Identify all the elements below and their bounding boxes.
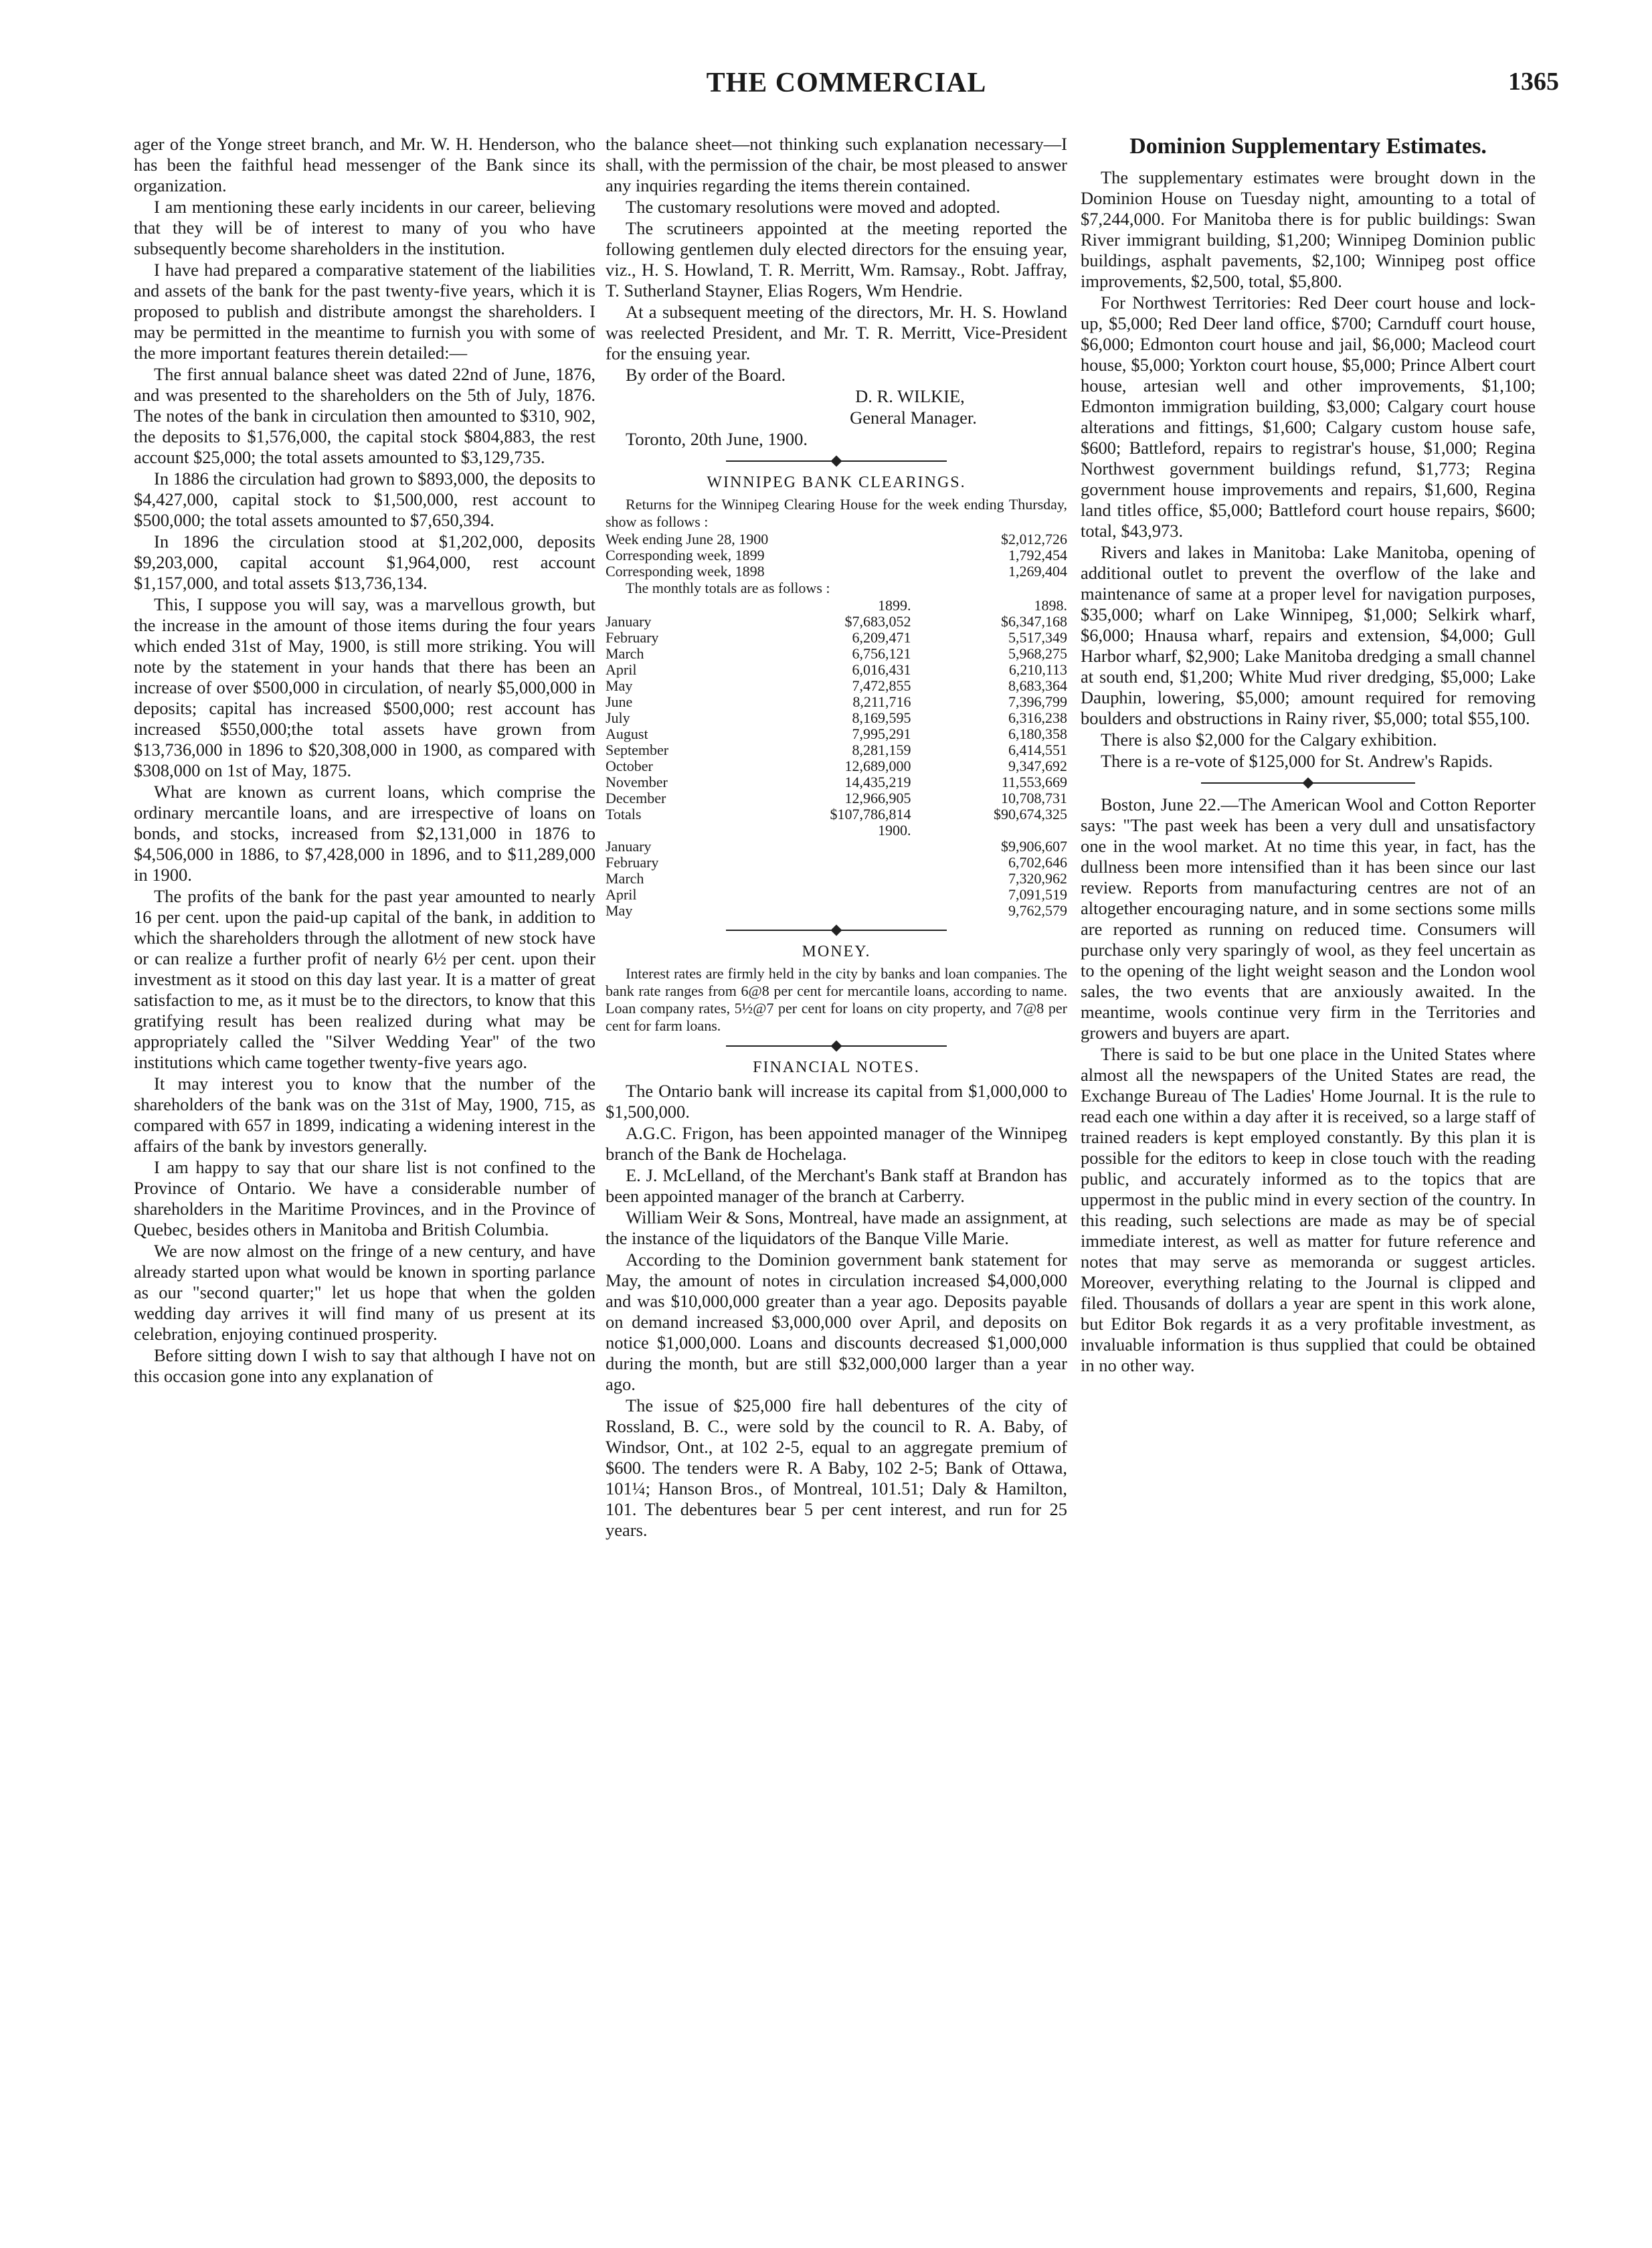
table-cell: April (606, 661, 637, 678)
table-row (606, 758, 1067, 774)
table-cell: 6,016,431 (852, 661, 911, 678)
totals-row (606, 806, 1067, 823)
table-row (606, 871, 1067, 887)
table-row (606, 564, 1067, 580)
table-row (606, 710, 1067, 726)
article-paragraph: There is also $2,000 for the Calgary exhibition. (1101, 729, 1437, 750)
table-cell: 6,316,238 (1008, 709, 1067, 726)
article-paragraph: By order of the Board. (626, 365, 786, 385)
table-row (606, 614, 1067, 630)
table-cell: October (606, 758, 653, 774)
clearings-heading: WINNIPEG BANK CLEARINGS. (707, 474, 966, 491)
table-cell: 8,683,364 (1008, 677, 1067, 694)
article-heading: Dominion Supplementary Estimates. (1129, 134, 1487, 159)
table-cell: $107,786,814 (830, 806, 911, 823)
section-divider (606, 923, 1067, 938)
table-row (606, 839, 1067, 855)
table-cell: 6,180,358 (1008, 725, 1067, 742)
article-paragraph: For Northwest Territories: Red Deer court house and lock-up, $5,000; Red Deer land office, $700; Carnduff court house, $6,000; Edmonton court house and jail, $6,000; Macleod court house, $5,000; Yorkton court house, $5,000; Prince Albert court house, artesian well and other improvements, $1,100; Edmonton immigration building, $3,000; Calgary court house alterations and fittings, $1,600; Calgary custom house safe, $600; Battleford, repairs to registrar's house, $1,000; Regina Northwest government buildings refund, $1,773; Regina government house improvements and repairs, $1,600, Regina land titles office, $5,000; Battleford court house repairs, $600; total, $43,973. (1081, 292, 1536, 541)
table-cell: Corresponding week, 1898 (606, 563, 765, 580)
table-row (606, 726, 1067, 742)
table-cell: 14,435,219 (844, 774, 911, 790)
table-cell: 6,756,121 (852, 645, 911, 662)
table-cell: February (606, 629, 659, 646)
article-paragraph: The customary resolutions were moved and adopted. (626, 197, 1001, 217)
table-row (606, 855, 1067, 871)
table-cell: 8,281,159 (852, 742, 911, 758)
article-paragraph: In 1886 the circulation had grown to $893,000, the deposits to $4,427,000, capital stock to $1,500,000, rest account to $500,000; the total assets amounted to $7,650,394. (134, 468, 595, 530)
table-cell: 8,169,595 (852, 709, 911, 726)
year-header: 1900. (878, 822, 911, 839)
table-cell: $7,683,052 (844, 613, 911, 630)
table-row (606, 630, 1067, 646)
dateline: Toronto, 20th June, 1900. (626, 429, 808, 449)
table-cell: March (606, 645, 644, 662)
article-paragraph: It may interest you to know that the number of the shareholders of the bank was on the 31st of May, 1900, 715, as compared with 657 in 1899, indicating a widening interest in the affairs of the bank by investors generally. (134, 1073, 595, 1156)
table-cell: 6,210,113 (1008, 661, 1067, 678)
table-cell: 1,792,454 (1008, 547, 1067, 564)
table-cell: November (606, 774, 668, 790)
table-cell: 9,347,692 (1008, 758, 1067, 774)
article-paragraph: This, I suppose you will say, was a marvellous growth, but the increase in the amount of those items during the four years which ended 31st of May, 1900, is still more striking. You will note by the statement in your hands that there has been an increase of over $500,000 in circulation, of nearly $5,000,000 in deposits; capital has increased $500,000; rest account has increased $550,000;the total assets have grown from $13,736,000 in 1896 to $20,308,000 in 1900, as compared with $308,000 on 1st of May, 1875. (134, 594, 595, 780)
column-3 (1081, 134, 1536, 1377)
article-paragraph: Before sitting down I wish to say that although I have not on this occasion gone into any explanation of (134, 1345, 595, 1386)
table-cell: September (606, 742, 669, 758)
table-cell: July (606, 709, 630, 726)
table-row (606, 547, 1067, 564)
year-header: 1899. (878, 597, 911, 614)
article-paragraph: According to the Dominion government bank statement for May, the amount of notes in circulation increased $4,000,000 and was $10,000,000 greater than a year ago. Deposits payable on demand increased $3,000,000 over April, and deposits on notice $1,000,000. Loans and discounts decreased $1,000,000 during the month, but are still $32,000,000 larger than a year ago. (606, 1249, 1067, 1394)
article-paragraph: We are now almost on the fringe of a new century, and have already started upon what would be known in sporting parlance as our "second quarter;" let us hope that when the golden wedding day arrives it will find many of us present at its celebration, enjoying continued prosperity. (134, 1241, 595, 1344)
table-header-row (606, 598, 1067, 614)
table-row (606, 742, 1067, 758)
table-cell: Week ending June 28, 1900 (606, 531, 769, 547)
table-cell: 9,762,579 (1008, 902, 1067, 919)
table-cell: June (606, 693, 633, 710)
table-cell: 12,966,905 (844, 790, 911, 806)
monthly-intro: The monthly totals are as follows : (626, 580, 830, 596)
article-paragraph: What are known as current loans, which comprise the ordinary mercantile loans, and are irrespective of loans on bonds, and stocks, increased from $2,131,000 in 1876 to $4,506,000 in 1886, to $7,428,000 in 1896, and to $11,289,000 in 1900. (134, 782, 595, 885)
signature-title: General Manager. (850, 408, 977, 428)
article-paragraph: At a subsequent meeting of the directors, Mr. H. S. Howland was reelected President, and Mr. T. R. Merritt, Vice-President for the ensuing year. (606, 302, 1067, 363)
table-cell: May (606, 902, 633, 919)
table-row (606, 646, 1067, 662)
table-cell: 5,968,275 (1008, 645, 1067, 662)
table-cell: 11,553,669 (1001, 774, 1067, 790)
section-divider (606, 1039, 1067, 1053)
table-row (606, 694, 1067, 710)
column-2 (606, 134, 1067, 1541)
year-header: 1898. (1034, 597, 1067, 614)
table-cell: February (606, 854, 659, 871)
table-cell: December (606, 790, 666, 806)
article-paragraph: The issue of $25,000 fire hall debentures of the city of Rossland, B. C., were sold by the council to R. A. Baby, of Windsor, Ont., at 102 2-5, equal to an aggregate premium of $600. The tenders were R. A Baby, 102 2-5; Bank of Ottawa, 101¼; Hanson Bros., of Montreal, 101.51; Daly & Hamilton, 101. The debentures bear 5 per cent interest, and run for 25 years. (606, 1395, 1067, 1540)
article-paragraph: There is said to be but one place in the United States where almost all the newspapers of the United States are read, the Exchange Bureau of The Ladies' Home Journal. It is the rule to read each one within a day after it is received, so a large staff of trained readers is kept employed constantly. By this plan it is possible for the editors to keep in close touch with the reading public, and accurately informed as to the topics that are uppermost in the public mind in every section of the country. In this reading, such selections are made as may be of special immediate interest, as well as matter for future reference and notes that may serve as memoranda or suggest articles. Moreover, everything relating to the Journal is clipped and filed. Thousands of dollars a year are spent in this work alone, but Editor Bok regards it as a very profitable investment, as invaluable information is thus supplied that could be obtained in no other way. (1081, 1044, 1536, 1375)
article-paragraph: The scrutineers appointed at the meeting reported the following gentlemen duly elected directors for the ensuing year, viz., H. S. Howland, T. R. Merritt, Wm. Ramsay., Robt. Jaffray, T. Sutherland Stayner, Elias Rogers, Wm Hendrie. (606, 218, 1067, 300)
table-cell: March (606, 870, 644, 887)
table-cell: 8,211,716 (852, 693, 911, 710)
table-cell (911, 823, 1067, 839)
table-cell: $2,012,726 (1001, 531, 1067, 547)
table-cell: January (606, 838, 652, 855)
money-text: Interest rates are firmly held in the city by banks and loan companies. The bank rate ranges from 6@8 per cent for mercantile loans, according to name. Loan company rates, 5½@7 per cent for loans on city property, and 7@8 per cent for farm loans. (606, 965, 1067, 1034)
table-cell: Corresponding week, 1899 (606, 547, 765, 564)
table-cell: 1,269,404 (1008, 563, 1067, 580)
table-row (606, 887, 1067, 903)
table-cell: 12,689,000 (844, 758, 911, 774)
article-paragraph: The profits of the bank for the past year amounted to nearly 16 per cent. upon the paid-up capital of the bank, in addition to which the shareholders through the allotment of new stock have or can realize a further profit of nearly 6½ per cent. upon their investment as it stood on this day last year. It is a matter of great satisfaction to me, as it must be to the directors, to know that this gratifying result has been realized during what may be appropriately called the "Silver Wedding Year" of the two institutions which came together twenty-five years ago. (134, 886, 595, 1072)
section-divider (1081, 776, 1536, 790)
table-cell: 7,472,855 (852, 677, 911, 694)
article-paragraph: the balance sheet—not thinking such explanation necessary—I shall, with the permission of the chair, be most pleased to answer any inquiries regarding the items therein contained. (606, 134, 1067, 195)
table-row (606, 662, 1067, 678)
table-cell: August (606, 725, 648, 742)
table-cell: 10,708,731 (1001, 790, 1067, 806)
article-paragraph: In 1896 the circulation stood at $1,202,000, deposits $9,203,000, capital account $1,964,000, rest account $1,157,000, and total assets $13,736,134. (134, 531, 595, 593)
page-number: 1365 (1508, 68, 1559, 96)
table-cell: $9,906,607 (1001, 838, 1067, 855)
article-paragraph: I am happy to say that our share list is not confined to the Province of Ontario. We have a considerable number of shareholders in the Maritime Provinces, and in the Province of Quebec, besides others in Manitoba and British Columbia. (134, 1157, 595, 1239)
article-paragraph: A.G.C. Frigon, has been appointed manager of the Winnipeg branch of the Bank de Hochelaga. (606, 1123, 1067, 1164)
table-row (606, 774, 1067, 790)
publication-title: THE COMMERCIAL (706, 68, 987, 98)
table-cell: 7,995,291 (852, 725, 911, 742)
table-cell: Totals (606, 806, 642, 823)
table-cell: 6,209,471 (852, 629, 911, 646)
table-cell: $6,347,168 (1001, 613, 1067, 630)
table-cell: 7,320,962 (1008, 870, 1067, 887)
table-header-row (606, 823, 1067, 839)
table-cell: 6,414,551 (1008, 742, 1067, 758)
table-cell: 7,396,799 (1008, 693, 1067, 710)
table-cell: January (606, 613, 652, 630)
money-heading: MONEY. (802, 943, 871, 960)
article-paragraph: I have had prepared a comparative statement of the liabilities and assets of the bank for the past twenty-five years, which it is proposed to publish and distribute amongst the shareholders. I may be permitted in the meantime to furnish you with some of the more important features therein detailed:— (134, 260, 595, 363)
article-paragraph: E. J. McLelland, of the Merchant's Bank staff at Brandon has been appointed manager of the branch at Carberry. (606, 1165, 1067, 1206)
financial-notes-heading: FINANCIAL NOTES. (753, 1059, 920, 1076)
table-cell (606, 598, 739, 614)
table-cell: April (606, 886, 637, 903)
article-paragraph: There is a re-vote of $125,000 for St. Andrew's Rapids. (1101, 751, 1493, 771)
article-paragraph: William Weir & Sons, Montreal, have made an assignment, at the instance of the liquidators of the Banque Ville Marie. (606, 1207, 1067, 1248)
table-row (606, 790, 1067, 806)
article-paragraph: The first annual balance sheet was dated 22nd of June, 1876, and was presented to the shareholders on the 5th of July, 1876. The notes of the bank in circulation then amounted to $310, 902, the deposits to $1,576,000, the capital stock $804,883, the rest account $25,000; the total assets amounted to $3,129,735. (134, 364, 595, 467)
clearings-intro: Returns for the Winnipeg Clearing House for the week ending Thursday, show as follows : (606, 496, 1067, 530)
table-cell: 7,091,519 (1008, 886, 1067, 903)
table-cell: May (606, 677, 633, 694)
table-cell: 6,702,646 (1008, 854, 1067, 871)
article-paragraph: The supplementary estimates were brought down in the Dominion House on Tuesday night, amounting to a total of $7,244,000. For Manitoba there is for public buildings: Swan River immigrant building, $1,200; Winnipeg Dominion public buildings, asphalt pavements, $2,100; Winnipeg post office improvements, $2,500, total, $5,800. (1081, 167, 1536, 291)
section-divider (606, 454, 1067, 468)
article-paragraph: The Ontario bank will increase its capital from $1,000,000 to $1,500,000. (606, 1081, 1067, 1122)
table-row (606, 903, 1067, 919)
table-cell: 5,517,349 (1008, 629, 1067, 646)
article-paragraph: Boston, June 22.—The American Wool and Cotton Reporter says: "The past week has been a very dull and unsatisfactory one in the wool market. At no time this year, in fact, has the dullness been more intensified than it has been since our last review. Reports from manufacturing centres are not of an altogether encouraging nature, and in some sections some mills are reported as running on reduced time. Consumers will purchase only very sparingly of wool, as they feel uncertain as to the opening of the light weight season and the London wool sales, the two events that are anxiously awaited. In the meantime, wools continue very firm in the Territories and growers and buyers are apart. (1081, 794, 1536, 1043)
table-row (606, 678, 1067, 694)
column-1 (134, 134, 595, 1387)
monthly-clearings-table (606, 598, 1067, 919)
article-paragraph: Rivers and lakes in Manitoba: Lake Manitoba, opening of additional outlet to prevent the overflow of the lake and maintenance of same at a proper level for navigation purposes, $35,000; wharf on Lake Winnipeg, $1,000; Selkirk wharf, $6,000; Hnausa wharf, repairs and extension, $4,000; Gull Harbor wharf, $2,900; Lake Manitoba dredging a small channel at south end, $1,200; White Mud river dredging, $5,000; Lake Dauphin, lowering, $5,000; amount required for removing boulders and obstructions in Rainy river, $5,000; total $55,100. (1081, 542, 1536, 728)
table-row (606, 531, 1067, 547)
signature-name: D. R. WILKIE, (855, 386, 965, 406)
article-paragraph: I am mentioning these early incidents in our career, believing that they will be of interest to many of you who have subsequently become shareholders in the institution. (134, 197, 595, 258)
article-paragraph: ager of the Yonge street branch, and Mr. W. H. Henderson, who has been the faithful head messenger of the Bank since its organization. (134, 134, 595, 195)
page-header (134, 67, 1559, 107)
table-cell: $90,674,325 (994, 806, 1067, 823)
weekly-clearings-table (606, 531, 1067, 580)
